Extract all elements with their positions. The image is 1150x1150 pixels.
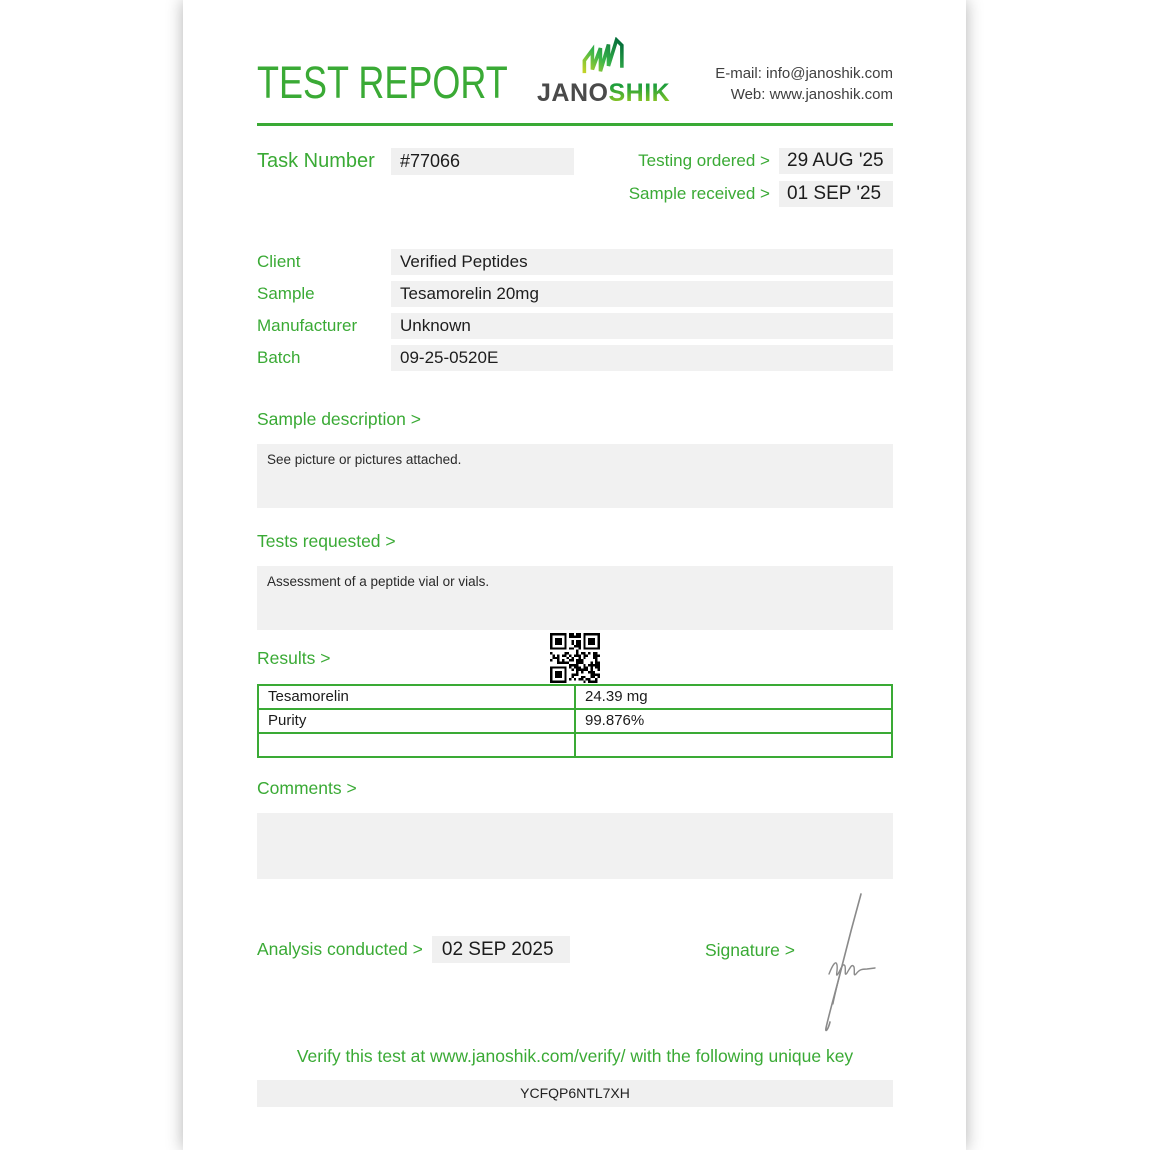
comments-heading: Comments > bbox=[257, 777, 357, 798]
verify-key-value: YCFQP6NTL7XH bbox=[257, 1080, 893, 1107]
logo-wordmark bbox=[537, 80, 670, 108]
purity-value-cell: 99.876% bbox=[575, 709, 892, 733]
analysis-signature-row bbox=[257, 936, 893, 964]
contact-web-line bbox=[715, 85, 893, 106]
sample-description-box: See picture or pictures attached. bbox=[257, 444, 893, 508]
sample-value: Tesamorelin 20mg bbox=[391, 281, 893, 307]
client-label: Client bbox=[257, 251, 301, 271]
web-value: www.janoshik.com bbox=[769, 85, 893, 103]
manufacturer-label: Manufacturer bbox=[257, 315, 358, 335]
purity-label-cell: Purity bbox=[258, 709, 575, 733]
client-value: Verified Peptides bbox=[391, 249, 893, 275]
sample-label: Sample bbox=[257, 283, 315, 303]
signature-label: Signature > bbox=[705, 939, 795, 960]
table-row bbox=[258, 685, 892, 709]
sample-description-heading: Sample description > bbox=[257, 408, 421, 429]
task-meta-row bbox=[257, 148, 893, 207]
tests-requested-box: Assessment of a peptide vial or vials. bbox=[257, 566, 893, 630]
result-analyte-cell: Tesamorelin bbox=[258, 685, 575, 709]
task-number-value: #77066 bbox=[391, 148, 574, 175]
company-logo bbox=[537, 37, 670, 108]
verify-instruction: Verify this test at www.janoshik.com/verify/ with the following unique key bbox=[296, 1045, 854, 1066]
logo-text-jano: JANO bbox=[537, 79, 609, 107]
testing-ordered-value: 29 AUG '25 bbox=[779, 148, 893, 174]
header-divider bbox=[257, 123, 893, 126]
batch-value: 09-25-0520E bbox=[391, 345, 893, 371]
logo-text-shik: SHIK bbox=[608, 79, 671, 107]
table-row bbox=[258, 733, 892, 757]
sample-received-row bbox=[629, 181, 893, 207]
sample-info-block bbox=[257, 249, 893, 371]
info-row-sample bbox=[257, 281, 893, 307]
results-header bbox=[257, 630, 893, 684]
result-amount-cell: 24.39 mg bbox=[575, 685, 892, 709]
sample-received-label: Sample received > bbox=[628, 183, 770, 203]
report-page bbox=[183, 0, 966, 1150]
comments-box bbox=[257, 813, 893, 879]
analysis-conducted-label: Analysis conducted > bbox=[257, 939, 423, 959]
empty-cell bbox=[575, 733, 892, 757]
info-row-manufacturer bbox=[257, 313, 893, 339]
qr-code-icon bbox=[550, 633, 600, 683]
results-heading: Results > bbox=[257, 647, 331, 668]
table-row bbox=[258, 709, 892, 733]
results-table bbox=[257, 684, 893, 758]
sample-received-value: 01 SEP '25 bbox=[779, 181, 893, 207]
email-value: info@janoshik.com bbox=[766, 65, 893, 82]
empty-cell bbox=[258, 733, 575, 757]
testing-ordered-row bbox=[629, 148, 893, 174]
contact-email-line bbox=[715, 64, 893, 85]
web-label: Web: bbox=[730, 85, 766, 103]
analysis-date-value: 02 SEP 2025 bbox=[432, 936, 570, 963]
tests-requested-heading: Tests requested > bbox=[257, 530, 396, 551]
testing-ordered-label: Testing ordered > bbox=[638, 150, 770, 170]
task-number-label: Task Number bbox=[257, 149, 375, 172]
report-header bbox=[257, 0, 893, 108]
email-label: E-mail: bbox=[715, 65, 762, 82]
batch-label: Batch bbox=[257, 347, 301, 367]
manufacturer-value: Unknown bbox=[391, 313, 893, 339]
signature-icon bbox=[809, 890, 879, 1038]
page-title: TEST REPORT bbox=[257, 57, 508, 108]
contact-info bbox=[715, 64, 893, 105]
logo-chart-icon bbox=[579, 37, 629, 77]
info-row-batch bbox=[257, 345, 893, 371]
info-row-client bbox=[257, 249, 893, 275]
